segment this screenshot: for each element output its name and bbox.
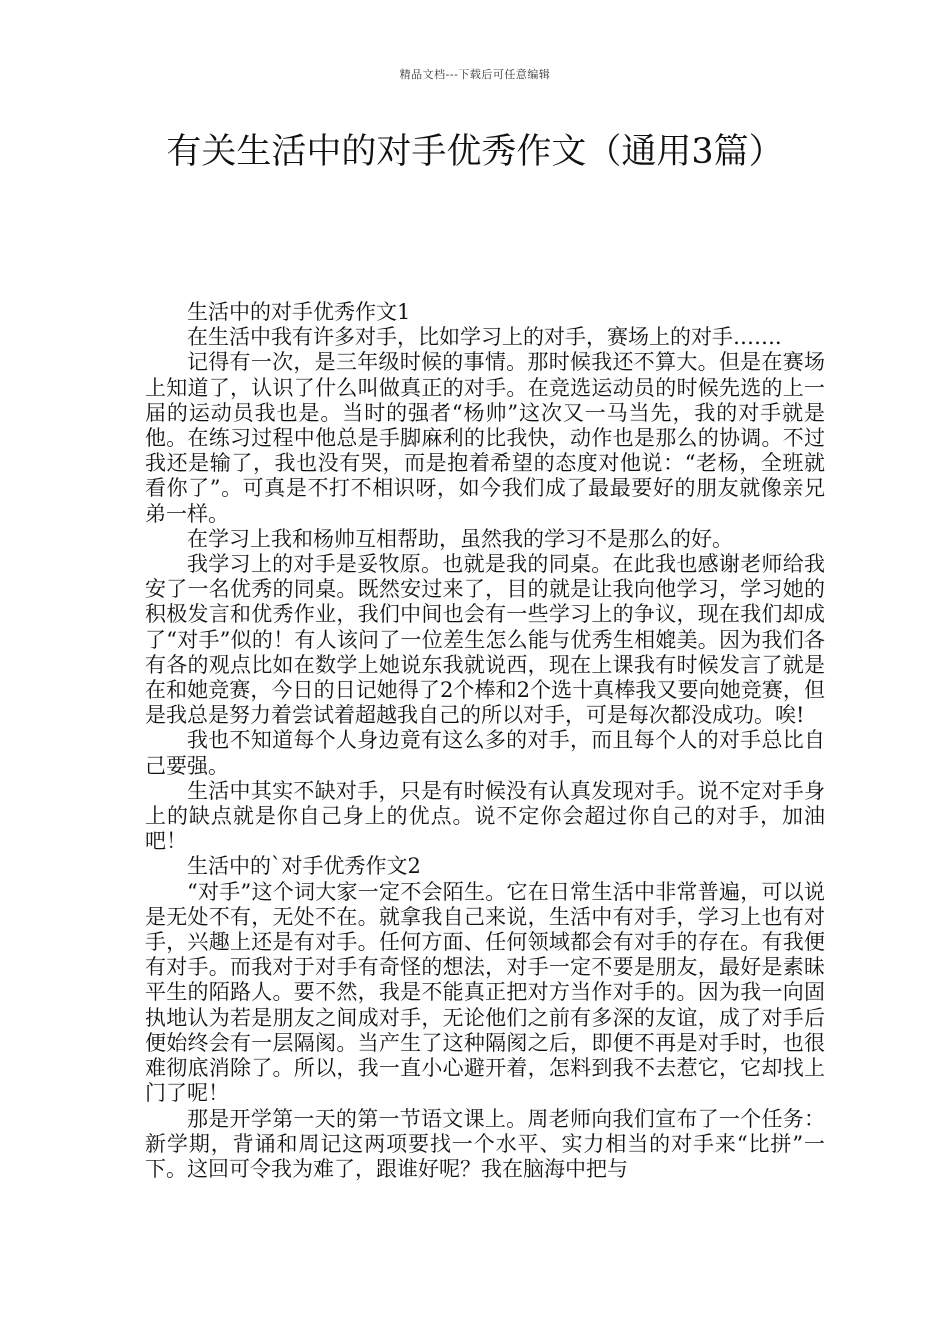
paragraph: 在生活中我有许多对手，比如学习上的对手，赛场上的对手……． — [187, 325, 796, 350]
paragraph: “对手”这个词大家一定不会陌生。它在日常生活中非常普遍，可以说是无处不有，无处不在。就拿我自己来说，生活中有对手，学习上也有对手，兴趣上还是有对手。任何方面、任何领域都会有对手的存在。有我便有对手。而我对于对手有奇怪的想法，对手一定不要是朋友，最好是素昧平生的陌路人。要不然，我是不能真正把对方当作对手的。因为我一向固执地认为若是朋友之间成对手，无论他们之前有多深的友谊，成了对手后便始终会有一层隔阂。当产生了这种隔阂之后，即便不再是对手时，也很难彻底消除了。所以，我一直小心避开着，怎料到我不去惹它，它却找上门了呢！ — [145, 879, 825, 1106]
paragraph: 我学习上的对手是妥牧原。也就是我的同桌。在此我也感谢老师给我安了一名优秀的同桌。既然安过来了，目的就是让我向他学习，学习她的积极发言和优秀作业，我们中间也会有一些学习上的争议，现在我们却成了“对手”似的！有人该问了一位差生怎么能与优秀生相媲美。因为我们各有各的观点比如在数学上她说东我就说西，现在上课我有时候发言了就是在和她竞赛，今日的日记她得了2个棒和2个选十真棒我又要向她竞赛，但是我总是努力着尝试着超越我自己的所以对手，可是每次都没成功。唉! — [145, 552, 825, 728]
document-body — [145, 300, 825, 1182]
section-heading-1: 生活中的对手优秀作文1 — [187, 300, 411, 324]
paragraph: 我也不知道每个人身边竟有这么多的对手，而且每个人的对手总比自己要强。 — [145, 728, 825, 778]
document-title: 有关生活中的对手优秀作文（通用3篇） — [166, 132, 784, 172]
section-heading-2: 生活中的`对手优秀作文2 — [187, 854, 421, 879]
paragraph: 记得有一次，是三年级时候的事情。那时候我还不算大。但是在赛场上知道了，认识了什么叫做真正的对手。在竞选运动员的时候先选的上一届的运动员我也是。当时的强者“杨帅”这次又一马当先，我的对手就是他。在练习过程中他总是手脚麻利的比我快，动作也是那么的协调。不过我还是输了，我也没有哭，而是抱着希望的态度对他说：“老杨，全班就看你了”。可真是不打不相识呀，如今我们成了最最要好的朋友就像亲兄弟一样。 — [145, 350, 825, 526]
paragraph: 生活中其实不缺对手，只是有时候没有认真发现对手。说不定对手身上的缺点就是你自己身上的优点。说不定你会超过你自己的对手，加油吧！ — [145, 778, 825, 854]
paragraph: 在学习上我和杨帅互相帮助，虽然我的学习不是那么的好。 — [187, 526, 733, 551]
paragraph: 那是开学第一天的第一节语文课上。周老师向我们宣布了一个任务：新学期，背诵和周记这两项要找一个水平、实力相当的对手来“比拼”一下。这回可令我为难了，跟谁好呢？我在脑海中把与 — [145, 1106, 825, 1181]
page-header: 精品文档---下载后可任意编辑 — [399, 68, 551, 81]
